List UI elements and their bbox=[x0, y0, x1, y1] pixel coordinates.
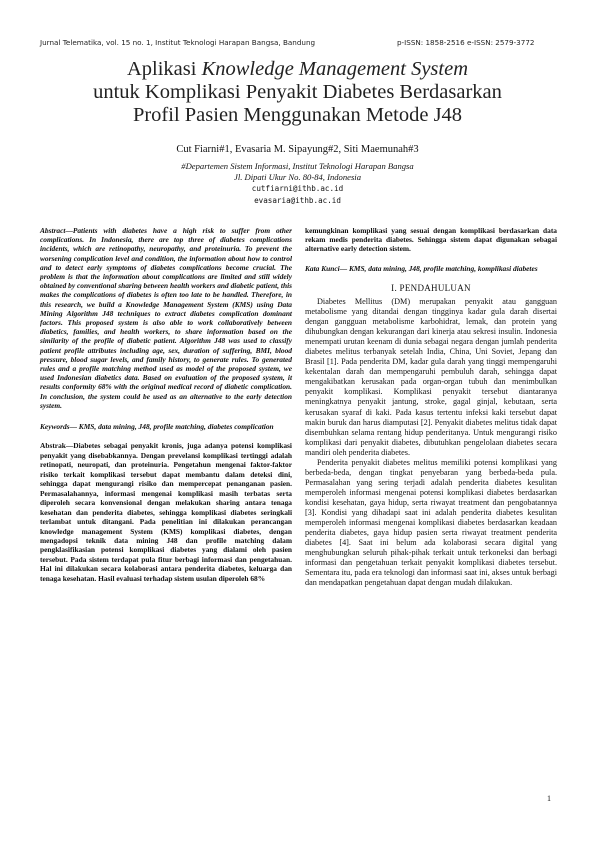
journal-citation: Jurnal Telematika, vol. 15 no. 1, Institut Teknologi Harapan Bangsa, Bandung bbox=[40, 38, 316, 47]
issn-label: p-ISSN: 1858-2516 e-ISSN: 2579-3772 bbox=[397, 38, 535, 47]
affiliation-line1: #Departemen Sistem Informasi, Institut Teknologi Harapan Bangsa bbox=[181, 161, 414, 171]
left-column bbox=[40, 226, 292, 583]
email-list bbox=[40, 183, 555, 207]
section-heading: I. PENDAHULUAN bbox=[391, 283, 471, 294]
body-paragraph: Diabetes Mellitus (DM) merupakan penyakit atau gangguan metabolisme yang ditandai dengan tingginya kadar gula darah disertai dengan gangguan metabolisme karbohidrat, lemak, dan protein yang dihubungkan dengan kekurangan dari kinerja atau sekresi insulin. Indonesia menempati urutan keenam di dunia sebagai negara dengan jumlah penderita diabetes melitus terbanyak setelah India, China, Uni Soviet, Jepang dan Brasil [1]. Pada penderita DM, kadar gula darah yang tinggi mempengaruhi kekentalan darah dan mempengaruhi pembuluh darah, sehingga dapat mengakibatkan kerusakan pada organ-organ tubuh dan menimbulkan penyakit komplikasi. Komplikasi penyakit tersebut diantaranya meningkatnya penyakit jantung, stroke, gagal ginjal, kebutaan, serta kerusakan syaraf di kaki. Pada kasus tertentu infeksi kaki tersebut dapat makin buruk dan harus diamputasi [2]. Penyakit diabetes melitus tidak dapat disembuhkan selama rentang hidup penderitanya. Untuk mengurangi risiko komplikasi dari penyakit diabetes, dibutuhkan pengelolaan diabetes secara mandiri oleh penderita diabetes. bbox=[305, 297, 557, 457]
email-link[interactable]: evasaria@ithb.ac.id bbox=[254, 196, 341, 205]
keywords-english: Keywords— KMS, data mining, J48, profile matching, diabetes complication bbox=[40, 422, 274, 432]
affiliation-line2: Jl. Dipati Ukur No. 80-84, Indonesia bbox=[234, 172, 361, 182]
abstract-indonesian: Abstrak—Diabetes sebagai penyakit kronis, juga adanya potensi komplikasi penyakit yang disebabkannya. Dengan prevelansi komplikasi tertinggi adalah retinopati, neuropati, dan proteinuria. Pengetahun mengenai faktor-faktor risiko terkait komplikasi tersebut dapat membantu dalam deteksi dini, sehingga dapat mengurangi risiko dan mempercepat penanganan pasien. Permasalahannya, informasi mengenai komplikasi masih terbatas serta diperoleh secara konvensional dengan melakukan sharing antara tenaga kesehatan dan penderita diabetes, sehingga komplikasi diabetes seringkali terlambat untuk ditangani. Pada penelitian ini dilakukan perancangan knowledge management System (KMS) komplikasi diabetes, dengan mengadopsi teknik data mining J48 dan profile matching dalam pengklasifikasian potensi komplikasi diabetes yang dialami oleh pasien tersebut. Pada sistem terdapat pula fitur berbagi informasi dan pengetahuan. Hal ini dilakukan secara kolaborasi antara penderita diabetes, keluarga dan tenaga kesehatan. Hasil evaluasi terhadap sistem usulan diperoleh 68% bbox=[40, 441, 292, 583]
title-line1-plain: Aplikasi bbox=[126, 58, 202, 80]
title-line1-italic: Knowledge Management System bbox=[201, 58, 469, 80]
paper-title bbox=[40, 58, 555, 127]
email-link[interactable]: cutfiarni@ithb.ac.id bbox=[251, 184, 344, 193]
page-number: 1 bbox=[547, 794, 551, 803]
abstract-indonesian-continued: kemungkinan komplikasi yang sesuai dengan komplikasi berdasarkan data rekam medis penderita diabetes. Sehingga sistem dapat digunakan sebagai alternative early detection sistem. bbox=[305, 226, 557, 254]
keywords-indonesian: Kata Kunci— KMS, data mining, J48, profile matching, komplikasi diabetes bbox=[305, 263, 538, 273]
abstract-english: Abstract—Patients with diabetes have a high risk to suffer from other complications. In Indonesia, there are top three of diabetes complications incidents, which are retinopathy, neuropathy, and proteinuria. To prevent the worsening complication level and condition, the information about how to control and to detect early symptoms of diabetes complications become crucial. The problem is that the information about complications are limited and still widely obtained by conventional sharing between health workers and diabetic patient, this makes the complications of diabetes is often too late to be handled. Therefore, in this research, we build a Knowledge Management System (KMS) using Data Mining Algorithm J48 techniques to extract diabetes complication dominant factors. This proposed system is also able to work collaboratively between diabetics, families, and health workers, to share information based on the similarity of the profile of diabetic patient. Algorithm J48 was used to classify patient profile attributes including age, sex, duration of suffering, BMI, blood pressure, blood sugar levels, and family history, to generate rules. To generated rules and a profile matching method used as model of the proposed system, we used Indonesian diabetics data. Based on evaluation of the proposed system, it results conformity 68% with the original medical record of diabetic complication. In conclusion, the system could be used as an alternative to the early detection system. bbox=[40, 226, 292, 410]
title-line3: Profil Pasien Menggunakan Metode J48 bbox=[132, 104, 463, 126]
affiliation bbox=[40, 161, 555, 183]
title-line2: untuk Komplikasi Penyakit Diabetes Berdasarkan bbox=[93, 81, 502, 103]
right-column bbox=[305, 226, 557, 588]
author-list: Cut Fiarni#1, Evasaria M. Sipayung#2, Siti Maemunah#3 bbox=[176, 144, 419, 155]
body-paragraph: Penderita penyakit diabetes melitus memiliki potensi komplikasi yang berbeda-beda, dengan tingkat penyebaran yang berbeda-beda pula. Permasalahan yang sering terjadi adalah penderita diabetes kesulitan memperoleh informasi mengenai potensi komplikasi diabetes berdasarkan kondisi kesehatan, gaya hidup, serta riwayat treatment dan pengobatannya [3]. Kondisi yang dihadapi saat ini adalah penderita diabetes kesulitan memperoleh informasi mengenai komplikasi diabetes berdasarkan keadaan penderita diabetes, gaya hidup pasien serta riwayat treatment penderita diabetes [4]. Saat ini belum ada kolaborasi secara digital yang menghubungkan seluruh pihak-pihak terkait untuk terkoneksi dan berbagi informasi dan pengetahuan terkait penyakit komplikasi diabetes tersebut. Sementara itu, pada era teknologi dan informasi saat ini, akses untuk berbagi dan mendapatkan pengetahuan dapat dengan mudah dilakukan. bbox=[305, 457, 557, 588]
